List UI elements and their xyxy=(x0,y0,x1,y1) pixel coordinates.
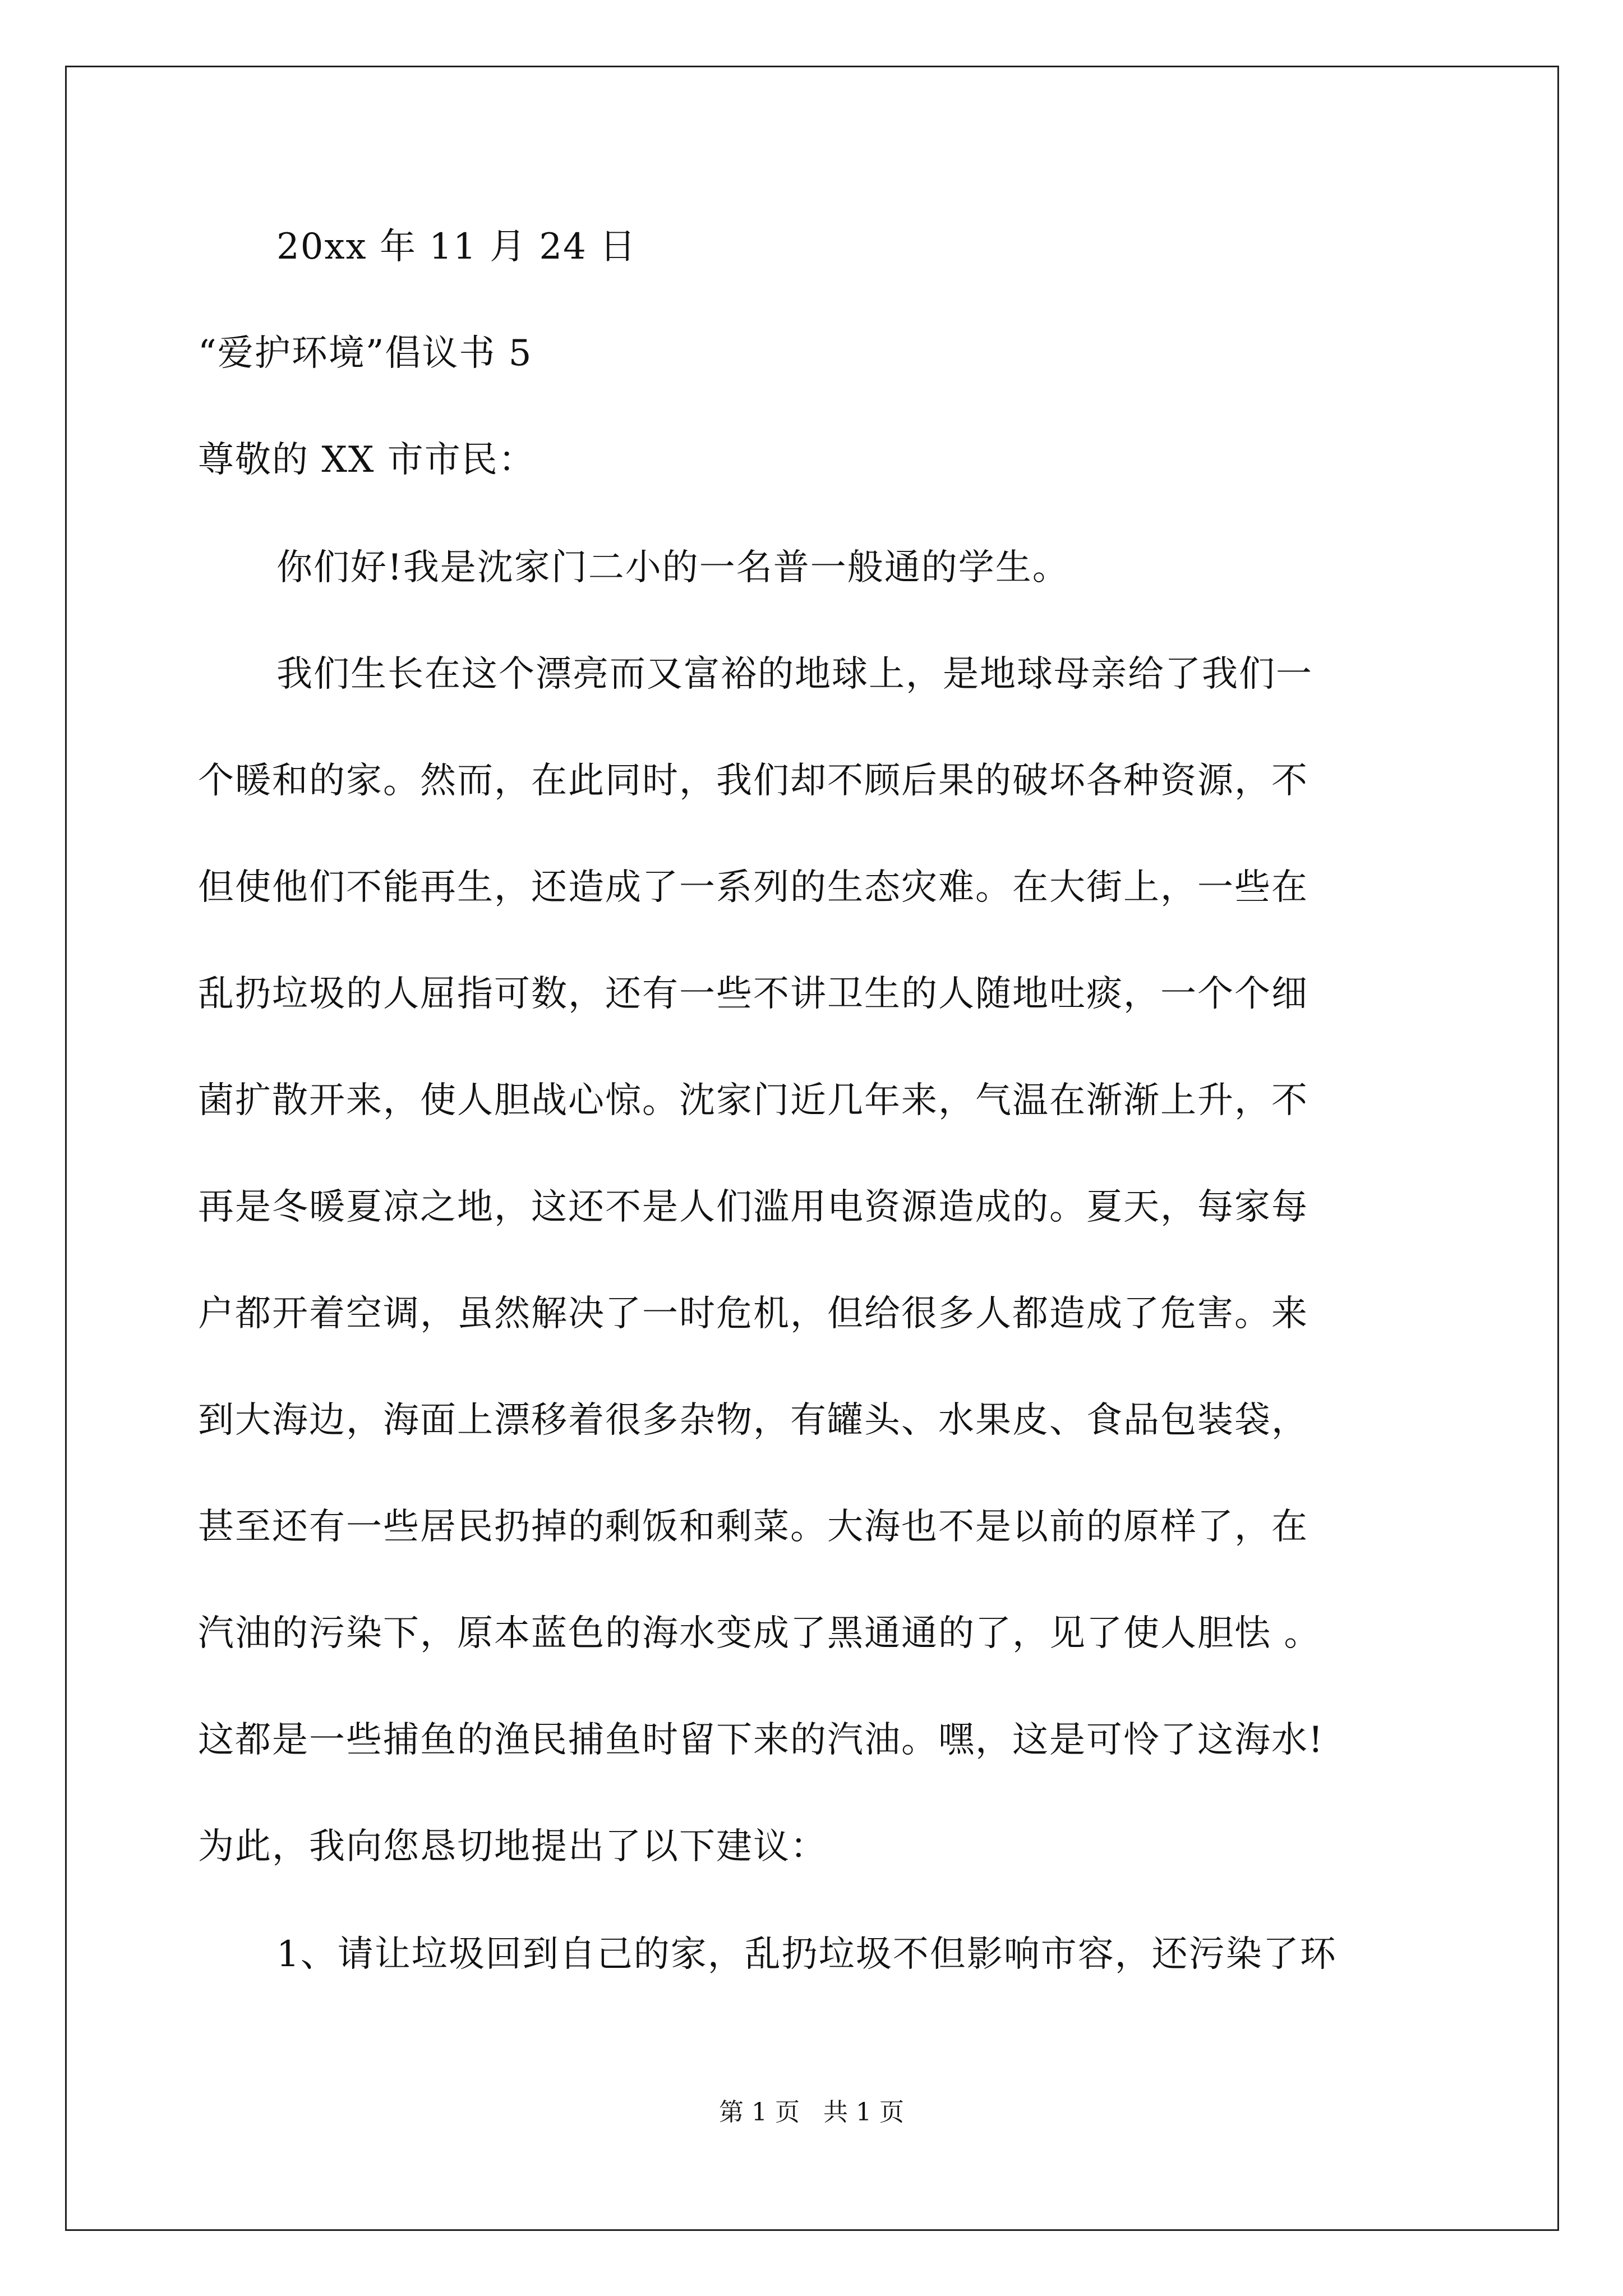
greeting-line: 你们好!我是沈家门二小的一名普一般通的学生。 xyxy=(276,547,1069,588)
document-title: “爱护环境”倡议书 5 xyxy=(198,333,533,374)
body-line: 但使他们不能再生，还造成了一系列的生态灾难。在大街上，一些在 xyxy=(198,867,1308,908)
body-line: 我们生长在这个漂亮而又富裕的地球上，是地球母亲给了我们一 xyxy=(276,654,1313,695)
page-border xyxy=(65,66,1559,2231)
body-line: 再是冬暖夏凉之地，这还不是人们滥用电资源造成的。夏天，每家每 xyxy=(198,1186,1308,1228)
suggestion-item-1: 1、请让垃圾回到自己的家，乱扔垃圾不但影响市容，还污染了环 xyxy=(276,1934,1337,1975)
body-line: 这都是一些捕鱼的渔民捕鱼时留下来的汽油。嘿，这是可怜了这海水! xyxy=(198,1719,1324,1761)
body-line: 乱扔垃圾的人屈指可数，还有一些不讲卫生的人随地吐痰，一个个细 xyxy=(198,973,1308,1015)
body-line: 为此，我向您恳切地提出了以下建议： xyxy=(198,1826,827,1867)
body-line: 到大海边，海面上漂移着很多杂物，有罐头、水果皮、食品包装袋， xyxy=(198,1400,1308,1441)
page-number-footer: 第 1 页 共 1 页 xyxy=(719,2098,904,2127)
body-line: 菌扩散开来，使人胆战心惊。沈家门近几年来，气温在渐渐上升，不 xyxy=(198,1080,1308,1121)
body-line: 汽油的污染下，原本蓝色的海水变成了黑通通的了，见了使人胆怯 。 xyxy=(198,1613,1321,1654)
document-date: 20xx 年 11 月 24 日 xyxy=(276,226,637,268)
salutation: 尊敬的 XX 市市民： xyxy=(198,439,536,481)
body-line: 甚至还有一些居民扔掉的剩饭和剩菜。大海也不是以前的原样了，在 xyxy=(198,1506,1308,1548)
body-line: 个暖和的家。然而，在此同时，我们却不顾后果的破坏各种资源，不 xyxy=(198,760,1308,802)
body-line: 户都开着空调，虽然解决了一时危机，但给很多人都造成了危害。来 xyxy=(198,1293,1308,1335)
